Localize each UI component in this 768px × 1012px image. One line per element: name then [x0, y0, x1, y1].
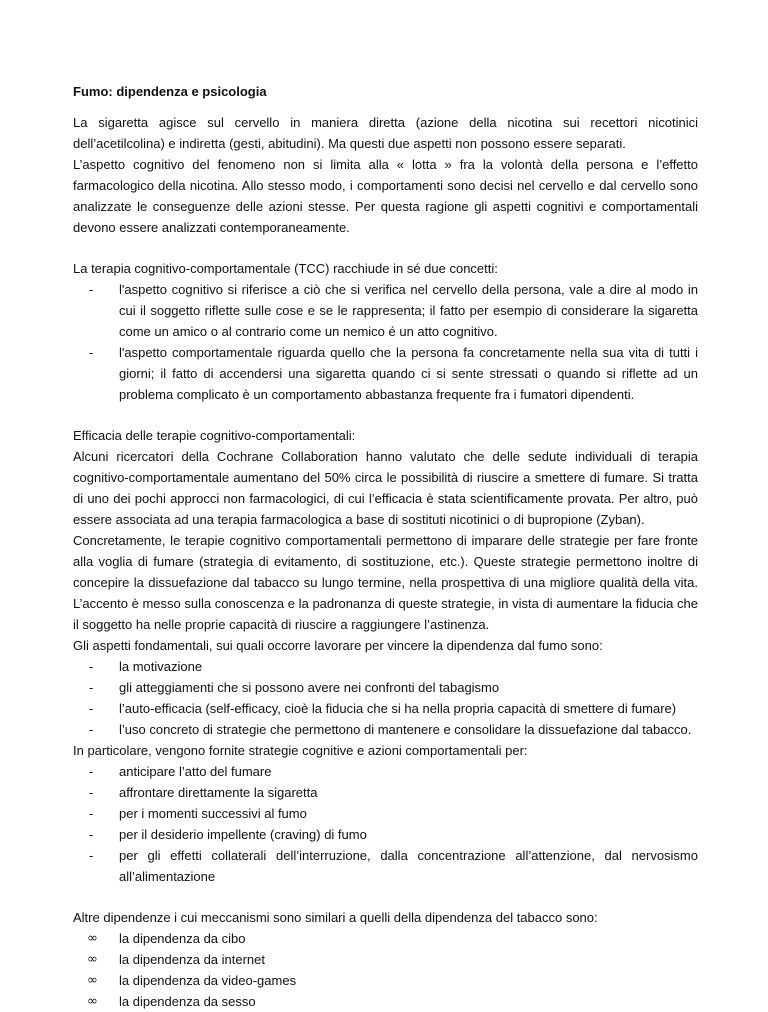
dash-bullet: - [89, 722, 94, 737]
list-item-text: affrontare direttamente la sigaretta [119, 785, 318, 800]
list-item-text: l’uso concreto di strategie che permettono di mantenere e consolidare la dissuefazione dal tabacco. [119, 722, 692, 737]
paragraph-cognitive-aspect: L’aspetto cognitivo del fenomeno non si limita alla « lotta » fra la volontà della persona e l’effetto farmacologico della nicotina. Allo stesso modo, i comportamenti sono decisi nel cervello e dal cervello sono analizzate le conseguenze delle azioni stesse. Per questa ragione gli aspetti cognitivi e comportamentali devono essere analizzati contemporaneamente. [73, 157, 698, 235]
list-item [73, 803, 698, 824]
other-addictions-list [73, 928, 698, 1012]
list-item [73, 845, 698, 887]
dash-bullet: - [89, 806, 94, 821]
strategies-list [73, 761, 698, 887]
blank-line [73, 238, 698, 258]
list-item-text: la dipendenza da video-games [119, 973, 297, 988]
list-item-text: per gli effetti collaterali dell’interruzione, dalla concentrazione all’attenzione, dal nervosismo all’alimentazione [119, 848, 698, 884]
dash-bullet: - [89, 764, 94, 779]
infinity-bullet-icon: ∞ [87, 994, 98, 1009]
list-item-text: l'aspetto comportamentale riguarda quello che la persona fa concretamente nella sua vita di tutti i giorni; il fatto di accendersi una sigaretta quando ci si sente stressati o quando si riflette ad un problema complicato è un comportamento abbastanza frequente fra i fumatori dipendenti. [119, 345, 698, 402]
section-heading-efficacy: Efficacia delle terapie cognitivo-comportamentali: [73, 428, 356, 443]
list-item-text: l'aspetto cognitivo si riferisce a ciò che si verifica nel cervello della persona, vale a dire al modo in cui il soggetto riflette sulle cose e se le rappresenta; il fatto per esempio di considerare la sigaretta come un amico o al contrario come un nemico é un atto cognitivo. [119, 282, 698, 339]
dash-bullet: - [89, 848, 94, 863]
dash-bullet: - [89, 282, 94, 297]
blank-line [73, 405, 698, 425]
paragraph-cochrane: Alcuni ricercatori della Cochrane Collaboration hanno valutato che delle sedute individuali di terapia cognitivo-comportamentale aumentano del 50% circa le possibilità di riuscire a smettere di fumare. Si tratta di uno dei pochi approcci non farmacologici, di cui l’efficacia è stata scientificamente provata. Per altro, può essere associata ad una terapia farmacologica a base di sostituti nicotinici o di bupropione (Zyban). [73, 449, 698, 527]
list-item [73, 698, 698, 719]
list-item-text: gli atteggiamenti che si possono avere nei confronti del tabagismo [119, 680, 500, 695]
list-item-text: la dipendenza da internet [119, 952, 266, 967]
dash-bullet: - [89, 785, 94, 800]
list-item [73, 656, 698, 677]
list-item [73, 991, 698, 1012]
list-item [73, 970, 698, 991]
infinity-bullet-icon: ∞ [87, 973, 98, 988]
paragraph-strategies: Concretamente, le terapie cognitivo comportamentali permettono di imparare delle strategie per fare fronte alla voglia di fumare (strategia di evitamento, di sostituzione, etc.). Queste strategie permettono inoltre di concepire la dissuefazione dal tabacco su lungo termine, nella prospettiva di una migliore qualità della vita. L’accento è messo sulla conoscenza e la padronanza di queste strategie, in vista di aumentare la fiducia che il soggetto ha nelle proprie capacità di riuscire a raggiungere l’astinenza. [73, 533, 698, 632]
list-item-text: per i momenti successivi al fumo [119, 806, 307, 821]
blank-line [73, 887, 698, 907]
list-item [73, 279, 698, 342]
list-item [73, 949, 698, 970]
paragraph-fundamentals: Gli aspetti fondamentali, sui quali occorre lavorare per vincere la dipendenza dal fumo sono: [73, 638, 603, 653]
list-item-text: anticipare l’atto del fumare [119, 764, 272, 779]
list-item-text: la motivazione [119, 659, 203, 674]
list-item [73, 677, 698, 698]
list-item-text: la dipendenza da cibo [119, 931, 246, 946]
dash-bullet: - [89, 680, 94, 695]
infinity-bullet-icon: ∞ [87, 952, 98, 967]
list-item [73, 342, 698, 405]
paragraph-tcc: La terapia cognitivo-comportamentale (TCC) racchiude in sé due concetti: [73, 261, 498, 276]
document-body [73, 81, 698, 1012]
paragraph-particular: In particolare, vengono fornite strategie cognitive e azioni comportamentali per: [73, 743, 528, 758]
fundamentals-list [73, 656, 698, 740]
list-item [73, 761, 698, 782]
dash-bullet: - [89, 659, 94, 674]
dash-bullet: - [89, 701, 94, 716]
list-item [73, 719, 698, 740]
list-item-text: per il desiderio impellente (craving) di fumo [119, 827, 367, 842]
tcc-concepts-list [73, 279, 698, 405]
paragraph-intro: La sigaretta agisce sul cervello in maniera diretta (azione della nicotina sui recettori nicotinici dell’acetilcolina) e indiretta (gesti, abitudini). Ma questi due aspetti non possono essere separati. [73, 115, 698, 151]
paragraph-other-addictions: Altre dipendenze i cui meccanismi sono similari a quelli della dipendenza del tabacco sono: [73, 910, 598, 925]
list-item [73, 782, 698, 803]
document-title: Fumo: dipendenza e psicologia [73, 84, 267, 99]
dash-bullet: - [89, 345, 94, 360]
infinity-bullet-icon: ∞ [87, 931, 98, 946]
list-item-text: la dipendenza da sesso [119, 994, 256, 1009]
list-item [73, 824, 698, 845]
list-item-text: l’auto-efficacia (self-efficacy, cioè la fiducia che si ha nella propria capacità di smettere di fumare) [119, 701, 677, 716]
dash-bullet: - [89, 827, 94, 842]
list-item [73, 928, 698, 949]
